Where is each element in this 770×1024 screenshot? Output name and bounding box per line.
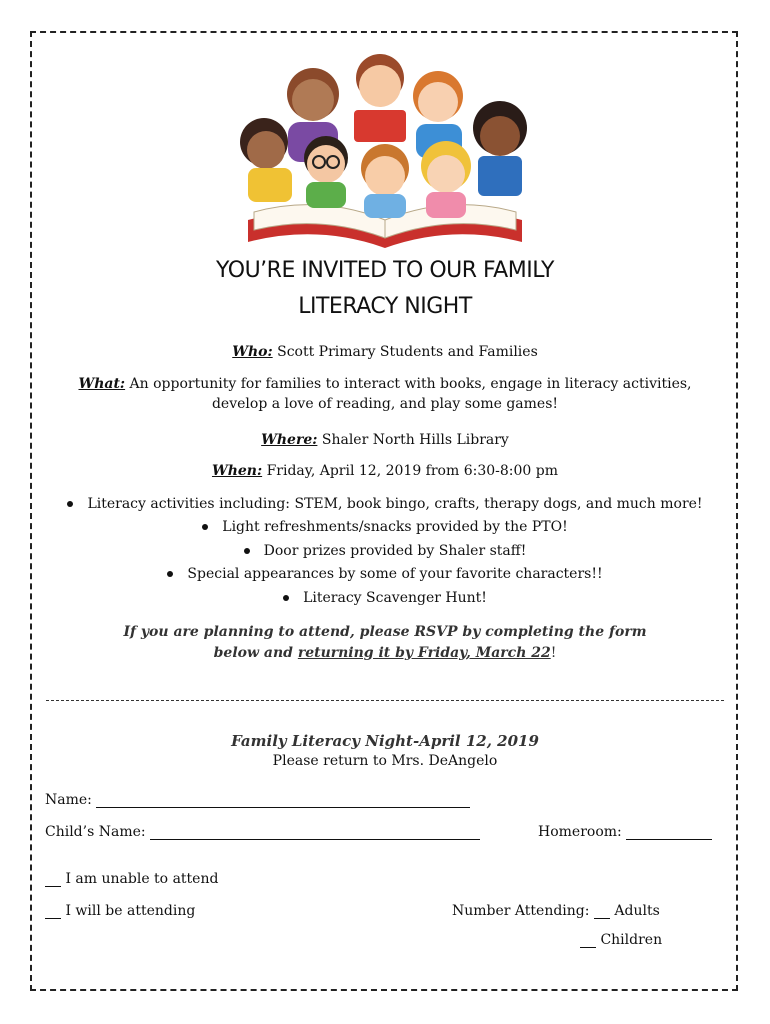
- cut-line-divider: [46, 700, 724, 701]
- bullet-text: Special appearances by some of your favorite characters!!: [187, 566, 603, 582]
- child-name-field[interactable]: [150, 839, 480, 840]
- bullet-icon: [167, 571, 173, 577]
- children-count-field[interactable]: [580, 947, 596, 948]
- bullet-text: Door prizes provided by Shaler staff!: [263, 543, 527, 559]
- who-text: Scott Primary Students and Families: [277, 344, 538, 360]
- homeroom-label: Homeroom:: [538, 824, 622, 840]
- rsvp-deadline: returning it by Friday, March 22: [297, 645, 551, 661]
- who-label: Who:: [232, 344, 273, 360]
- child-name-row: [45, 824, 480, 840]
- bullet-icon: [244, 548, 250, 554]
- bullet-text: Light refreshments/snacks provided by the PTO!: [222, 519, 568, 535]
- name-row: [45, 792, 470, 808]
- rsvp-line-1: If you are planning to attend, please RSVP by completing the form: [123, 624, 647, 640]
- name-field[interactable]: [96, 807, 470, 808]
- when-text: Friday, April 12, 2019 from 6:30-8:00 pm: [266, 463, 559, 479]
- bullet-item: [0, 590, 770, 606]
- what-text-continued: develop a love of reading, and play some games!: [211, 396, 559, 412]
- bullet-icon: [67, 501, 73, 507]
- bullet-text: Literacy Scavenger Hunt!: [303, 590, 487, 606]
- children-reading-book-illustration: [228, 52, 542, 248]
- unable-label: I am unable to attend: [65, 871, 219, 887]
- what-label: What:: [78, 376, 126, 392]
- bullet-item: [0, 519, 770, 535]
- where-label: Where:: [261, 432, 318, 448]
- number-attending-row: [452, 903, 660, 919]
- where-line: [0, 432, 770, 448]
- rsvp-line-2: [0, 645, 770, 661]
- bullet-text: Literacy activities including: STEM, book bingo, crafts, therapy dogs, and much more!: [87, 496, 703, 512]
- number-attending-label: Number Attending:: [452, 903, 590, 919]
- form-heading: Family Literacy Night-April 12, 2019: [231, 732, 539, 750]
- rsvp-punctuation: !: [550, 645, 557, 661]
- unable-row: [45, 871, 218, 887]
- form-subheading: Please return to Mrs. DeAngelo: [272, 753, 498, 769]
- bullet-icon: [283, 595, 289, 601]
- child-figure: [354, 54, 406, 142]
- child-figure: [421, 141, 471, 218]
- bullet-item: [0, 496, 770, 512]
- name-label: Name:: [45, 792, 92, 808]
- page-title-line-2: LITERACY NIGHT: [298, 294, 472, 319]
- child-figure: [304, 136, 348, 208]
- homeroom-row: [538, 824, 712, 840]
- when-line: [0, 463, 770, 479]
- child-figure: [473, 101, 527, 196]
- child-name-label: Child’s Name:: [45, 824, 146, 840]
- what-line: [0, 376, 770, 392]
- bullet-icon: [202, 524, 208, 530]
- unable-checkbox[interactable]: [45, 886, 61, 887]
- what-text: An opportunity for families to interact with books, engage in literacy activities,: [129, 376, 692, 392]
- child-figure: [361, 144, 409, 218]
- where-text: Shaler North Hills Library: [321, 432, 509, 448]
- who-line: [0, 344, 770, 360]
- adults-count-field[interactable]: [594, 918, 610, 919]
- bullet-item: [0, 543, 770, 559]
- attending-checkbox[interactable]: [45, 918, 61, 919]
- attending-label: I will be attending: [65, 903, 196, 919]
- children-row: [580, 932, 662, 948]
- bullet-item: [0, 566, 770, 582]
- child-figure: [240, 118, 292, 202]
- adults-label: Adults: [614, 903, 660, 919]
- when-label: When:: [211, 463, 263, 479]
- homeroom-field[interactable]: [626, 839, 712, 840]
- page-title-line-1: YOU’RE INVITED TO OUR FAMILY: [216, 258, 554, 283]
- attending-row: [45, 903, 195, 919]
- rsvp-text: below and: [213, 645, 298, 661]
- children-label: Children: [600, 932, 663, 948]
